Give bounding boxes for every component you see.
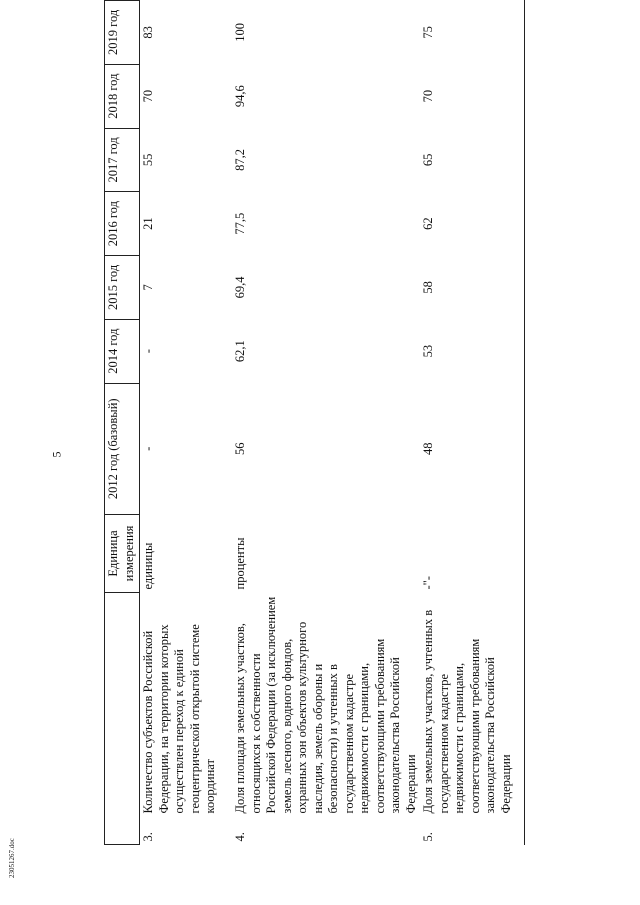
value-cell-2018: 94,6 bbox=[233, 85, 247, 108]
header-year-2017: 2017 год bbox=[105, 128, 140, 192]
value-cell-2014: 53 bbox=[421, 344, 435, 358]
header-year-2012: 2012 год (базовый) bbox=[105, 383, 140, 514]
header-year-2016: 2016 год bbox=[105, 192, 140, 256]
indicator-name: Количество субъектов Российской Федерации, на территории которых осуществлен переход к единой геоцентрической открытой системе координат bbox=[141, 624, 217, 814]
header-year-2014: 2014 год bbox=[105, 319, 140, 383]
rotated-content bbox=[104, 0, 640, 845]
header-blank-cell bbox=[105, 593, 140, 845]
page-number: 5 bbox=[49, 451, 64, 458]
value-cell-2014: - bbox=[141, 349, 155, 354]
value-cell-2016: 77,5 bbox=[233, 212, 247, 235]
header-year-2019: 2019 год bbox=[105, 1, 140, 65]
header-year-2018: 2018 год bbox=[105, 64, 140, 128]
row-number: 5. bbox=[421, 832, 435, 842]
value-cell-2015: 69,4 bbox=[233, 276, 247, 299]
rotated-page bbox=[64, 0, 640, 842]
row-number: 4. bbox=[233, 832, 247, 842]
indicator-name: Доля площади земельных участков, относящихся к собственности Российской Федерации (за исключением земель лесного, водного фондов, охранных зон объектов культурного наследия, земель обороны и безопасности) и учтенных в государственном кадастре недвижимости с границами, соответствующими требованиям законодательства Российской Федерации bbox=[233, 596, 418, 814]
value-cell-2016: 62 bbox=[421, 217, 435, 230]
unit-cell: проценты bbox=[233, 537, 247, 590]
value-cell-2017: 65 bbox=[421, 153, 435, 167]
value-cell-2019: 75 bbox=[421, 26, 435, 39]
table-bottom-rule bbox=[524, 0, 525, 845]
value-cell-2015: 58 bbox=[421, 281, 435, 294]
value-cell-2018: 70 bbox=[141, 89, 155, 103]
value-cell-2017: 55 bbox=[141, 153, 155, 167]
row-number: 3. bbox=[141, 832, 155, 842]
value-cell-2017: 87,2 bbox=[233, 148, 247, 171]
value-cell-2019: 83 bbox=[141, 26, 155, 39]
value-cell-2012: - bbox=[141, 446, 155, 451]
indicator-name: Доля земельных участков, учтенных в государственном кадастре недвижимости с границами, соответствующими требованиям законодательства Российской Федерации bbox=[421, 609, 513, 814]
value-cell-2016: 21 bbox=[141, 217, 155, 230]
value-cell-2012: 56 bbox=[233, 442, 247, 456]
unit-cell: единицы bbox=[141, 542, 155, 590]
value-cell-2018: 70 bbox=[421, 89, 435, 103]
value-cell-2019: 100 bbox=[233, 23, 247, 42]
document-reference: 23051267.doc bbox=[8, 838, 16, 878]
table-row bbox=[140, 1, 233, 845]
header-row bbox=[105, 1, 140, 845]
unit-cell: -"- bbox=[421, 576, 435, 590]
header-year-2015: 2015 год bbox=[105, 256, 140, 320]
value-cell-2014: 62,1 bbox=[233, 340, 247, 363]
value-cell-2015: 7 bbox=[141, 284, 155, 291]
header-unit: Единица измерения bbox=[105, 515, 140, 593]
value-cell-2012: 48 bbox=[421, 442, 435, 456]
table-row bbox=[232, 1, 420, 845]
indicators-table bbox=[104, 0, 542, 845]
